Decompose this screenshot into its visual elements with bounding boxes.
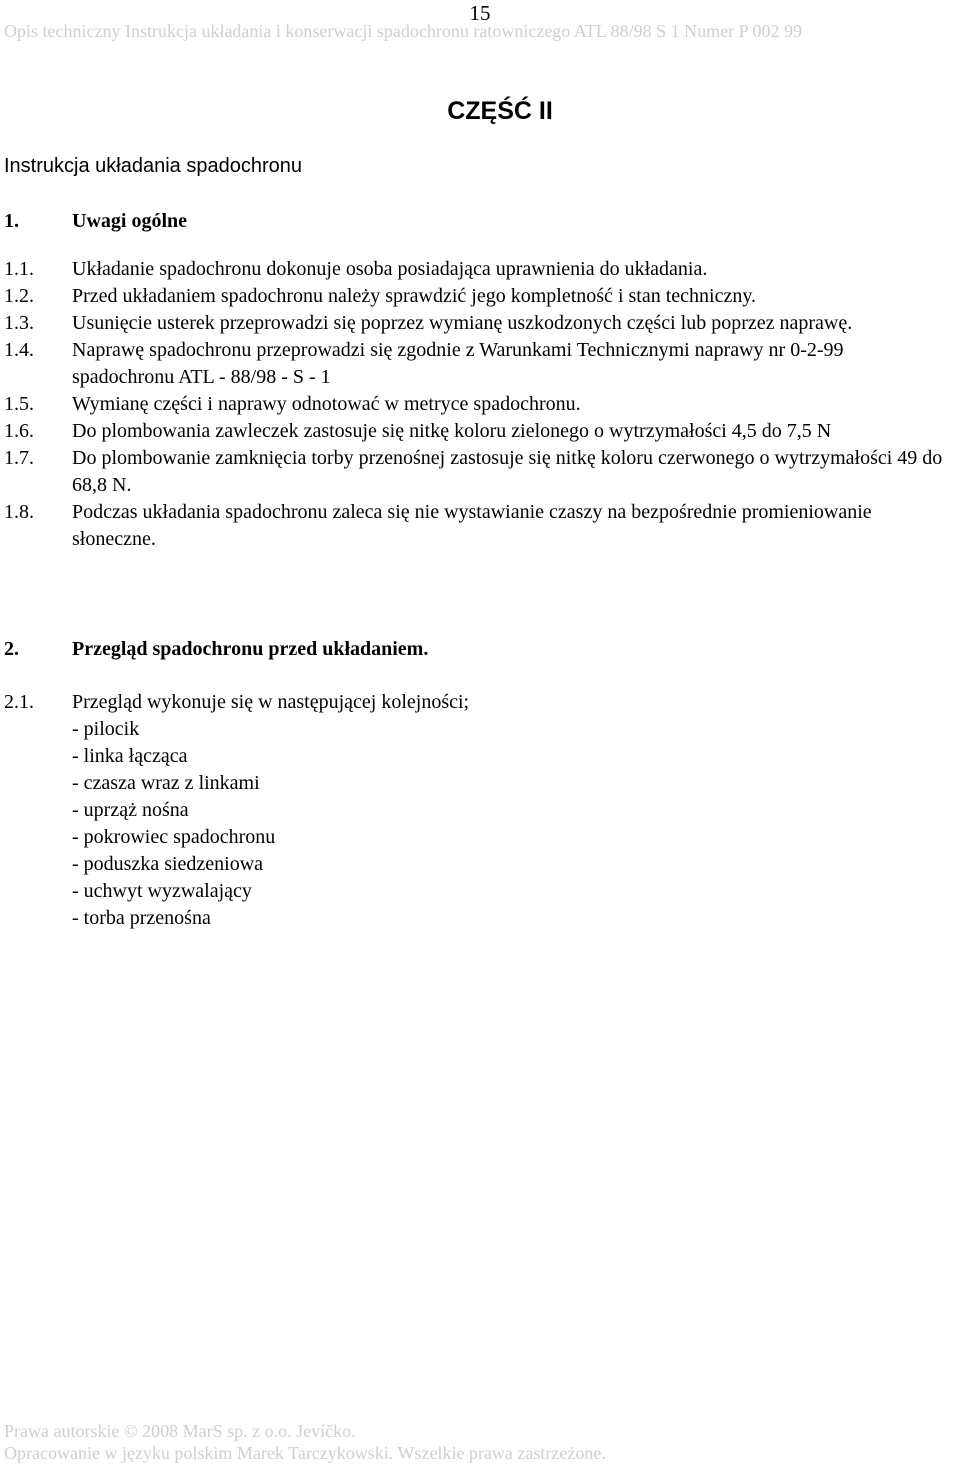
list-item: [4, 283, 944, 310]
list-item: [4, 499, 944, 553]
item-text: Do plombowanie zamknięcia torby przenośnej zastosuje się nitkę koloru czerwonego o wytrzymałości 49 do 68,8 N.: [72, 447, 943, 496]
section-2-list: [4, 689, 944, 932]
inspection-item: - pokrowiec spadochronu: [72, 826, 276, 848]
section-number: 2.: [4, 638, 19, 660]
section-title: Przegląd spadochronu przed układaniem.: [72, 638, 429, 660]
running-header: Opis techniczny Instrukcja układania i konserwacji spadochronu ratowniczego ATL 88/98 S 1 Numer P 002 99: [4, 21, 802, 41]
item-number: 1.4.: [4, 339, 34, 361]
section-title: Uwagi ogólne: [72, 210, 187, 232]
section-1-list: [4, 256, 944, 553]
inspection-item: - linka łącząca: [72, 745, 188, 767]
item-text: Podczas układania spadochronu zaleca się nie wystawianie czaszy na bezpośrednie promieniowanie słoneczne.: [72, 501, 872, 550]
inspection-item: - czasza wraz z linkami: [72, 772, 260, 794]
section-1-heading: [4, 208, 187, 234]
item-text: Usunięcie usterek przeprowadzi się poprzez wymianę uszkodzonych części lub poprzez naprawę.: [72, 312, 853, 334]
item-number: 1.1.: [4, 258, 34, 280]
item-number: 1.3.: [4, 312, 34, 334]
item-number: 1.6.: [4, 420, 34, 442]
list-item: [4, 689, 944, 716]
part-title: CZĘŚĆ II: [447, 97, 553, 125]
section-2-heading: [4, 636, 428, 662]
inspection-item: - torba przenośna: [72, 907, 211, 929]
item-text: Naprawę spadochronu przeprowadzi się zgodnie z Warunkami Technicznymi naprawy nr 0-2-99 spadochronu ATL - 88/98 - S - 1: [72, 339, 844, 388]
item-number: 1.7.: [4, 447, 34, 469]
item-number: 1.5.: [4, 393, 34, 415]
inspection-item: - pilocik: [72, 718, 140, 740]
item-number: 1.8.: [4, 501, 34, 523]
list-item: [4, 445, 944, 499]
item-number: 1.2.: [4, 285, 34, 307]
item-number: 2.1.: [4, 691, 34, 713]
list-item: [4, 310, 944, 337]
document-title: Instrukcja układania spadochronu: [4, 155, 302, 177]
inspection-item: - poduszka siedzeniowa: [72, 853, 264, 875]
page-number: 15: [469, 1, 491, 25]
list-item: [4, 418, 944, 445]
footer-credits: Opracowanie w języku polskim Marek Tarczykowski. Wszelkie prawa zastrzeżone.: [4, 1443, 606, 1463]
list-item: [4, 337, 944, 391]
item-text: Przed układaniem spadochronu należy sprawdzić jego kompletność i stan techniczny.: [72, 285, 757, 307]
inspection-item: - uchwyt wyzwalający: [72, 880, 252, 902]
list-item: [4, 391, 944, 418]
section-number: 1.: [4, 210, 19, 232]
item-text: Do plombowania zawleczek zastosuje się nitkę koloru zielonego o wytrzymałości 4,5 do 7,5 N: [72, 420, 832, 442]
item-text: Wymianę części i naprawy odnotować w metryce spadochronu.: [72, 393, 581, 415]
list-item: [4, 256, 944, 283]
item-text: Układanie spadochronu dokonuje osoba posiadająca uprawnienia do układania.: [72, 258, 708, 280]
inspection-item: - uprząż nośna: [72, 799, 189, 821]
footer-copyright: Prawa autorskie © 2008 MarS sp. z o.o. Jevíčko.: [4, 1421, 356, 1441]
item-text: Przegląd wykonuje się w następującej kolejności;: [72, 691, 470, 713]
